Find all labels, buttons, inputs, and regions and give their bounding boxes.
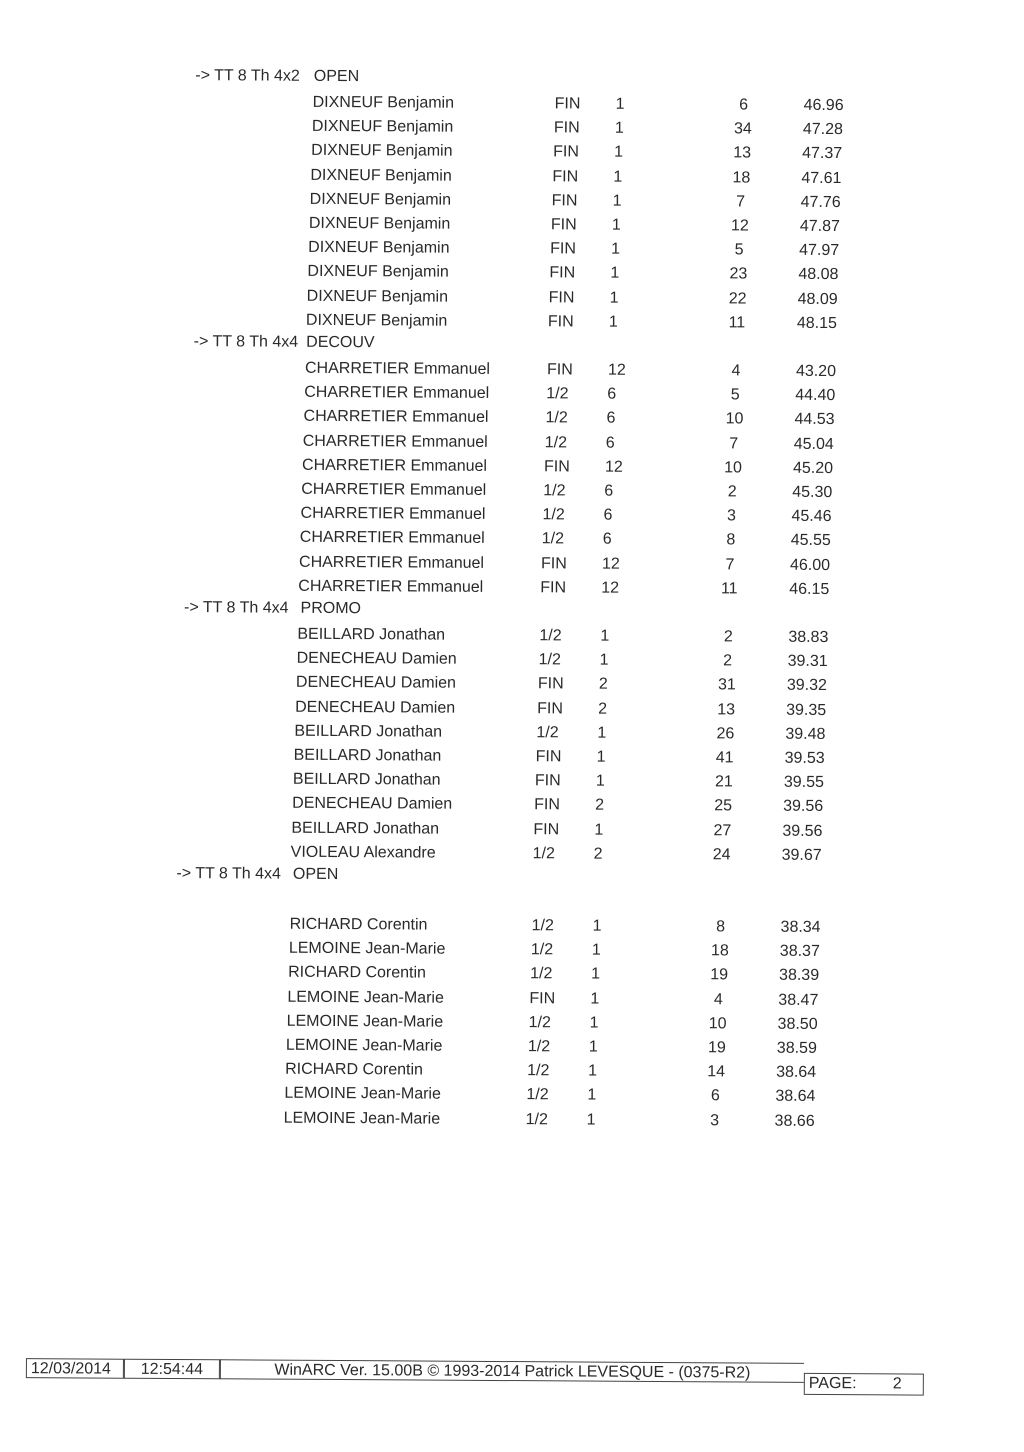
time-cell: 38.64 [776, 1063, 817, 1082]
heat-number-cell: 2 [593, 845, 603, 863]
time-cell: 47.76 [800, 193, 841, 211]
time-cell: 46.00 [789, 556, 831, 574]
rank-cell: 34 [733, 120, 752, 138]
athlete-name: CHARRETIER Emmanuel [298, 577, 484, 596]
phase-cell: FIN [547, 313, 574, 331]
rank-cell: 21 [714, 773, 733, 791]
heat-number-cell: 1 [610, 265, 620, 283]
heat-number-cell: 12 [604, 458, 623, 476]
time-cell: 43.20 [795, 362, 837, 381]
athlete-name: CHARRETIER Emmanuel [304, 359, 491, 378]
heat-number-cell: 1 [594, 821, 604, 839]
phase-cell: 1/2 [527, 1062, 550, 1080]
heat-number-cell: 1 [595, 772, 605, 790]
rank-cell: 4 [731, 362, 741, 380]
rank-cell: 2 [723, 652, 733, 670]
athlete-name: DENECHEAU Damien [295, 698, 456, 717]
phase-cell: FIN [537, 699, 563, 717]
phase-cell: FIN [549, 264, 576, 282]
time-cell: 48.09 [797, 290, 838, 308]
heat-number-cell: 1 [611, 216, 621, 234]
phase-cell: FIN [546, 361, 573, 379]
athlete-name: BEILLARD Jonathan [292, 770, 441, 789]
rank-cell: 19 [710, 966, 729, 984]
heat-number-cell: 6 [603, 506, 613, 524]
time-cell: 38.37 [779, 942, 820, 961]
phase-cell: 1/2 [538, 651, 561, 669]
time-cell: 47.87 [799, 217, 840, 236]
group-header [4, 63, 1024, 93]
athlete-name: BEILLARD Jonathan [294, 722, 443, 741]
rank-cell: 6 [739, 96, 749, 114]
page-label: PAGE: [808, 1374, 857, 1393]
time-cell: 46.15 [789, 580, 830, 598]
athlete-name: CHARRETIER Emmanuel [304, 383, 490, 403]
athlete-name: DIXNEUF Benjamin [306, 287, 449, 306]
heat-number-cell: 1 [615, 95, 625, 113]
athlete-name: LEMOINE Jean-Marie [283, 1109, 441, 1128]
phase-cell: 1/2 [525, 1110, 548, 1128]
rank-cell: 7 [729, 434, 739, 453]
athlete-name: RICHARD Corentin [288, 964, 427, 982]
time-cell: 39.67 [781, 846, 822, 864]
time-cell: 44.53 [794, 411, 835, 429]
athlete-name: BEILLARD Jonathan [291, 819, 440, 838]
heat-number-cell: 1 [609, 289, 619, 307]
time-cell: 45.55 [790, 532, 831, 550]
group-header [0, 595, 1024, 625]
time-cell: 44.40 [795, 386, 836, 405]
athlete-name: CHARRETIER Emmanuel [299, 529, 485, 548]
group-header [0, 861, 1023, 891]
category-label: PROMO [300, 599, 362, 618]
heat-number-cell: 1 [591, 965, 601, 984]
time-cell: 39.32 [786, 677, 827, 695]
rank-cell: 31 [717, 676, 736, 694]
time-cell: 38.83 [788, 628, 829, 647]
heat-number-cell: 1 [589, 1014, 599, 1032]
rank-cell: 22 [728, 289, 747, 308]
phase-cell: 1/2 [526, 1086, 549, 1104]
time-cell: 38.59 [776, 1039, 817, 1057]
heat-number-cell: 1 [611, 240, 621, 258]
rank-cell: 3 [727, 507, 737, 525]
table-row [0, 1104, 999, 1134]
heat-number-cell: 1 [599, 651, 609, 669]
rank-cell: 6 [710, 1087, 720, 1105]
heat-number-cell: 1 [592, 917, 602, 935]
time-cell: 45.20 [792, 459, 834, 477]
rank-cell: 3 [710, 1111, 720, 1129]
rank-cell: 11 [720, 580, 738, 598]
phase-cell: 1/2 [541, 530, 565, 548]
time-cell: 39.31 [787, 652, 828, 671]
rank-cell: 26 [716, 725, 735, 743]
time-cell: 47.37 [802, 145, 843, 163]
time-cell: 39.56 [782, 822, 823, 840]
time-cell: 45.46 [791, 507, 832, 526]
athlete-name: LEMOINE Jean-Marie [285, 1036, 443, 1055]
rank-cell: 19 [707, 1039, 726, 1057]
phase-cell: FIN [553, 143, 579, 161]
results-group [4, 63, 1024, 332]
heat-number-cell: 1 [591, 941, 601, 959]
athlete-name: LEMOINE Jean-Marie [284, 1085, 441, 1104]
time-cell: 48.08 [798, 266, 839, 284]
rank-cell: 7 [736, 193, 746, 211]
time-cell: 48.15 [796, 314, 837, 332]
phase-cell: FIN [550, 240, 576, 258]
rank-cell: 4 [713, 990, 723, 1008]
athlete-name: RICHARD Corentin [289, 915, 428, 934]
phase-cell: FIN [553, 119, 580, 137]
phase-cell: 1/2 [544, 433, 568, 451]
time-cell: 39.53 [784, 749, 825, 767]
heat-number-cell: 1 [586, 1111, 596, 1129]
heat-number-cell: 6 [604, 482, 614, 500]
rank-cell: 2 [727, 483, 737, 501]
time-cell: 38.50 [777, 1015, 818, 1033]
athlete-name: LEMOINE Jean-Marie [287, 988, 444, 1007]
time-cell: 39.56 [783, 798, 824, 816]
rank-cell: 8 [726, 531, 736, 549]
phase-cell: FIN [540, 554, 567, 572]
heat-number-cell: 1 [588, 1062, 598, 1080]
phase-cell: 1/2 [545, 409, 568, 427]
time-cell: 38.64 [775, 1088, 816, 1106]
rank-cell: 10 [708, 1015, 727, 1033]
heat-number-cell: 6 [606, 410, 616, 428]
rank-cell: 10 [724, 459, 742, 477]
phase-cell: FIN [533, 820, 560, 838]
heat-number-cell: 1 [614, 119, 624, 137]
athlete-name: CHARRETIER Emmanuel [303, 408, 489, 427]
athlete-name: CHARRETIER Emmanuel [302, 432, 488, 451]
time-cell: 38.47 [778, 991, 819, 1009]
rank-cell: 23 [729, 265, 748, 283]
athlete-name: LEMOINE Jean-Marie [286, 1012, 444, 1031]
phase-cell: FIN [540, 579, 567, 597]
heat-number-cell: 2 [595, 796, 605, 815]
event-label: -> TT 8 Th 4x4 [184, 599, 289, 617]
time-cell: 38.34 [780, 918, 821, 936]
phase-cell: 1/2 [536, 724, 559, 742]
athlete-name: BEILLARD Jonathan [293, 746, 442, 765]
heat-number-cell: 12 [601, 555, 620, 573]
time-cell: 38.66 [774, 1112, 815, 1130]
category-label: OPEN [292, 865, 339, 884]
phase-cell: 1/2 [531, 917, 554, 935]
phase-cell: 1/2 [530, 941, 554, 959]
time-cell: 47.97 [799, 242, 840, 260]
time-cell: 39.48 [785, 725, 826, 743]
athlete-name: CHARRETIER Emmanuel [298, 553, 485, 572]
heat-number-cell: 2 [598, 675, 608, 694]
athlete-name: DIXNEUF Benjamin [305, 311, 448, 330]
time-cell: 45.30 [792, 483, 833, 502]
rank-cell: 41 [715, 749, 734, 767]
athlete-name: CHARRETIER Emmanuel [301, 480, 487, 499]
athlete-name: DENECHEAU Damien [292, 795, 453, 814]
athlete-name: DIXNEUF Benjamin [311, 118, 454, 136]
athlete-name: DENECHEAU Damien [296, 649, 457, 668]
phase-cell: 1/2 [546, 385, 569, 403]
phase-cell: FIN [543, 458, 570, 476]
event-label: -> TT 8 Th 4x4 [176, 865, 281, 883]
phase-cell: FIN [529, 989, 556, 1007]
athlete-name: DENECHEAU Damien [295, 674, 457, 693]
rank-cell: 13 [733, 144, 752, 162]
phase-cell: 1/2 [532, 844, 555, 863]
heat-number-cell: 1 [614, 144, 624, 162]
heat-number-cell: 12 [601, 579, 620, 597]
phase-cell: FIN [535, 748, 562, 766]
print-date: 12/03/2014 [26, 1358, 124, 1379]
athlete-name: CHARRETIER Emmanuel [300, 504, 486, 524]
rank-cell: 5 [730, 386, 740, 404]
athlete-name: DIXNEUF Benjamin [311, 142, 453, 161]
athlete-name: DIXNEUF Benjamin [308, 239, 450, 257]
event-label: -> TT 8 Th 4x4 [193, 333, 299, 351]
heat-number-cell: 6 [602, 531, 612, 549]
rank-cell: 27 [713, 821, 732, 840]
rank-cell: 25 [714, 797, 733, 815]
athlete-name: DIXNEUF Benjamin [312, 93, 455, 112]
heat-number-cell: 1 [587, 1086, 597, 1104]
page-number: 2 [892, 1375, 902, 1393]
athlete-name: DIXNEUF Benjamin [307, 263, 449, 282]
athlete-name: BEILLARD Jonathan [297, 625, 446, 644]
print-footer [26, 1358, 924, 1397]
phase-cell: FIN [550, 216, 577, 234]
heat-number-cell: 2 [598, 700, 608, 718]
time-cell: 46.96 [803, 96, 844, 115]
rank-cell: 12 [730, 217, 749, 235]
time-cell: 47.28 [802, 121, 843, 139]
time-cell: 39.55 [783, 773, 824, 792]
category-label: OPEN [313, 67, 360, 86]
athlete-name: LEMOINE Jean-Marie [288, 939, 446, 958]
heat-number-cell: 1 [597, 724, 607, 742]
rank-cell: 13 [717, 700, 736, 719]
athlete-name: DIXNEUF Benjamin [310, 166, 452, 185]
print-time: 12:54:44 [124, 1359, 220, 1380]
rank-cell: 8 [716, 918, 726, 936]
phase-cell: FIN [551, 192, 578, 210]
rank-cell: 2 [723, 628, 733, 646]
page-indicator [804, 1373, 924, 1396]
time-cell: 39.35 [786, 701, 827, 719]
phase-cell: 1/2 [543, 482, 566, 500]
group-header [2, 329, 1024, 359]
heat-number-cell: 1 [613, 168, 623, 186]
software-credit: WinARC Ver. 15.00B © 1993-2014 Patrick LEVESQUE - (0375-R2) [220, 1359, 804, 1383]
rank-cell: 14 [707, 1063, 726, 1081]
phase-cell: 1/2 [539, 627, 562, 645]
rank-cell: 11 [728, 314, 746, 332]
time-cell: 38.39 [779, 967, 820, 985]
athlete-name: RICHARD Corentin [285, 1060, 424, 1079]
rank-cell: 10 [725, 410, 744, 428]
phase-cell: 1/2 [527, 1038, 551, 1056]
athlete-name: DIXNEUF Benjamin [308, 214, 451, 233]
phase-cell: FIN [552, 167, 579, 186]
heat-number-cell: 6 [607, 385, 617, 403]
phase-cell: FIN [548, 288, 575, 307]
rank-cell: 7 [725, 555, 735, 574]
rank-cell: 18 [710, 942, 729, 960]
athlete-name: CHARRETIER Emmanuel [301, 456, 488, 475]
phase-cell: 1/2 [542, 506, 565, 524]
heat-number-cell: 12 [607, 361, 626, 379]
event-label: -> TT 8 Th 4x2 [195, 67, 300, 85]
phase-cell: FIN [534, 772, 561, 790]
phase-cell: FIN [537, 675, 564, 693]
rank-cell: 24 [712, 846, 731, 864]
phase-cell: 1/2 [530, 965, 553, 983]
heat-number-cell: 1 [590, 990, 600, 1008]
heat-number-cell: 1 [608, 313, 618, 331]
rank-cell: 5 [734, 241, 744, 259]
rank-cell: 18 [732, 169, 751, 187]
athlete-name: DIXNEUF Benjamin [309, 190, 452, 209]
phase-cell: FIN [554, 95, 581, 113]
heat-number-cell: 1 [588, 1038, 598, 1056]
heat-number-cell: 6 [605, 434, 615, 452]
category-label: DECOUV [306, 333, 375, 352]
phase-cell: FIN [534, 796, 561, 814]
heat-number-cell: 1 [596, 748, 606, 766]
athlete-name: VIOLEAU Alexandre [290, 843, 436, 862]
heat-number-cell: 1 [612, 192, 622, 210]
phase-cell: 1/2 [528, 1013, 551, 1032]
time-cell: 45.04 [793, 435, 834, 453]
time-cell: 47.61 [801, 169, 842, 187]
heat-number-cell: 1 [600, 627, 610, 645]
